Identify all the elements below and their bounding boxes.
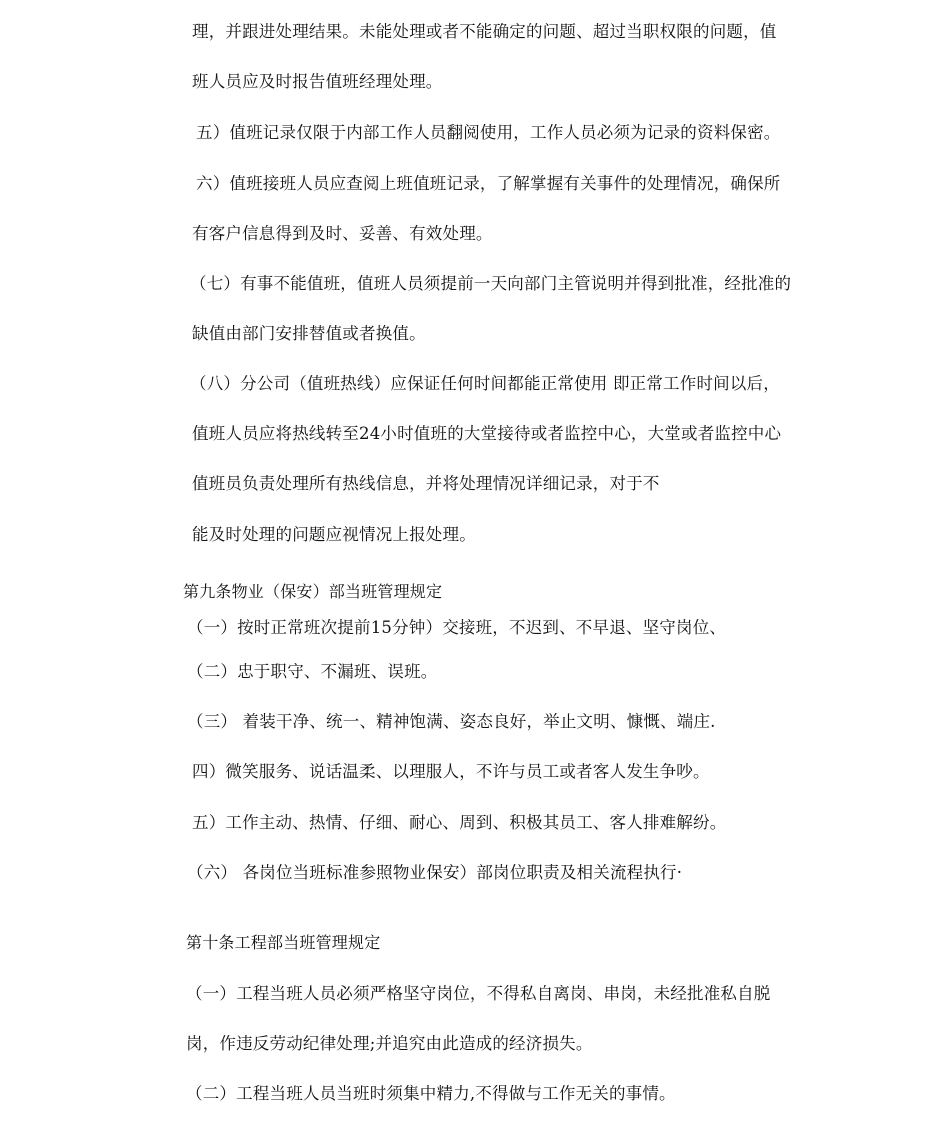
article-10-title: 第十条工程部当班管理规定 — [186, 933, 381, 952]
list-item: 四）微笑服务、说话温柔、以理服人，不许与员工或者客人发生争吵。 — [192, 762, 710, 781]
paragraph-line: 缺值由部门安排替值或者换值。 — [192, 324, 426, 343]
list-item: 五）值班记录仅限于内部工作人员翻阅使用，工作人员必须为记录的资料保密。 — [196, 123, 781, 142]
list-item: 五）工作主动、热情、仔细、耐心、周到、积极其员工、客人排难解纷。 — [192, 813, 727, 832]
list-item: 六）值班接班人员应查阅上班值班记录，了解掌握有关事件的处理情况，确保所 — [196, 174, 781, 193]
list-item: （一）按时正常班次提前15分钟）交接班，不迟到、不早退、坚守岗位、 — [187, 618, 727, 637]
paragraph-line: 能及时处理的问题应视情况上报处理。 — [192, 525, 476, 544]
list-item: （一）工程当班人员必须严格坚守岗位，不得私自离岗、串岗，未经批准私自脱 — [186, 984, 771, 1003]
paragraph-line: 理，并跟进处理结果。未能处理或者不能确定的问题、超过当职权限的问题，值 — [192, 22, 777, 41]
list-item: （二）忠于职守、不漏班、误班。 — [187, 662, 438, 681]
paragraph-line: 有客户信息得到及时、妥善、有效处理。 — [192, 224, 493, 243]
paragraph-line: 值班人员应将热线转至24小时值班的大堂接待或者监控中心，大堂或者监控中心 — [192, 424, 782, 443]
list-item: （二）工程当班人员当班时须集中精力,不得做与工作无关的事情。 — [186, 1084, 676, 1103]
list-item: （三） 着装干净、统一、精神饱满、姿态良好，举止文明、慷慨、端庄. — [187, 712, 716, 731]
paragraph-line: 值班员负责处理所有热线信息，并将处理情况详细记录，对于不 — [192, 474, 660, 493]
article-9-title: 第九条物业（保安）部当班管理规定 — [183, 582, 443, 601]
list-item: （六） 各岗位当班标准参照物业保安）部岗位职责及相关流程执行· — [187, 863, 683, 882]
list-item: （七）有事不能值班，值班人员须提前一天向部门主管说明并得到批准，经批准的 — [190, 274, 792, 293]
paragraph-line: 班人员应及时报告值班经理处理。 — [192, 72, 443, 91]
list-item: （八）分公司（值班热线）应保证任何时间都能正常使用 即正常工作时间以后， — [190, 374, 780, 393]
paragraph-line: 岗，作违反劳动纪律处理;并追究由此造成的经济损失。 — [186, 1034, 593, 1053]
